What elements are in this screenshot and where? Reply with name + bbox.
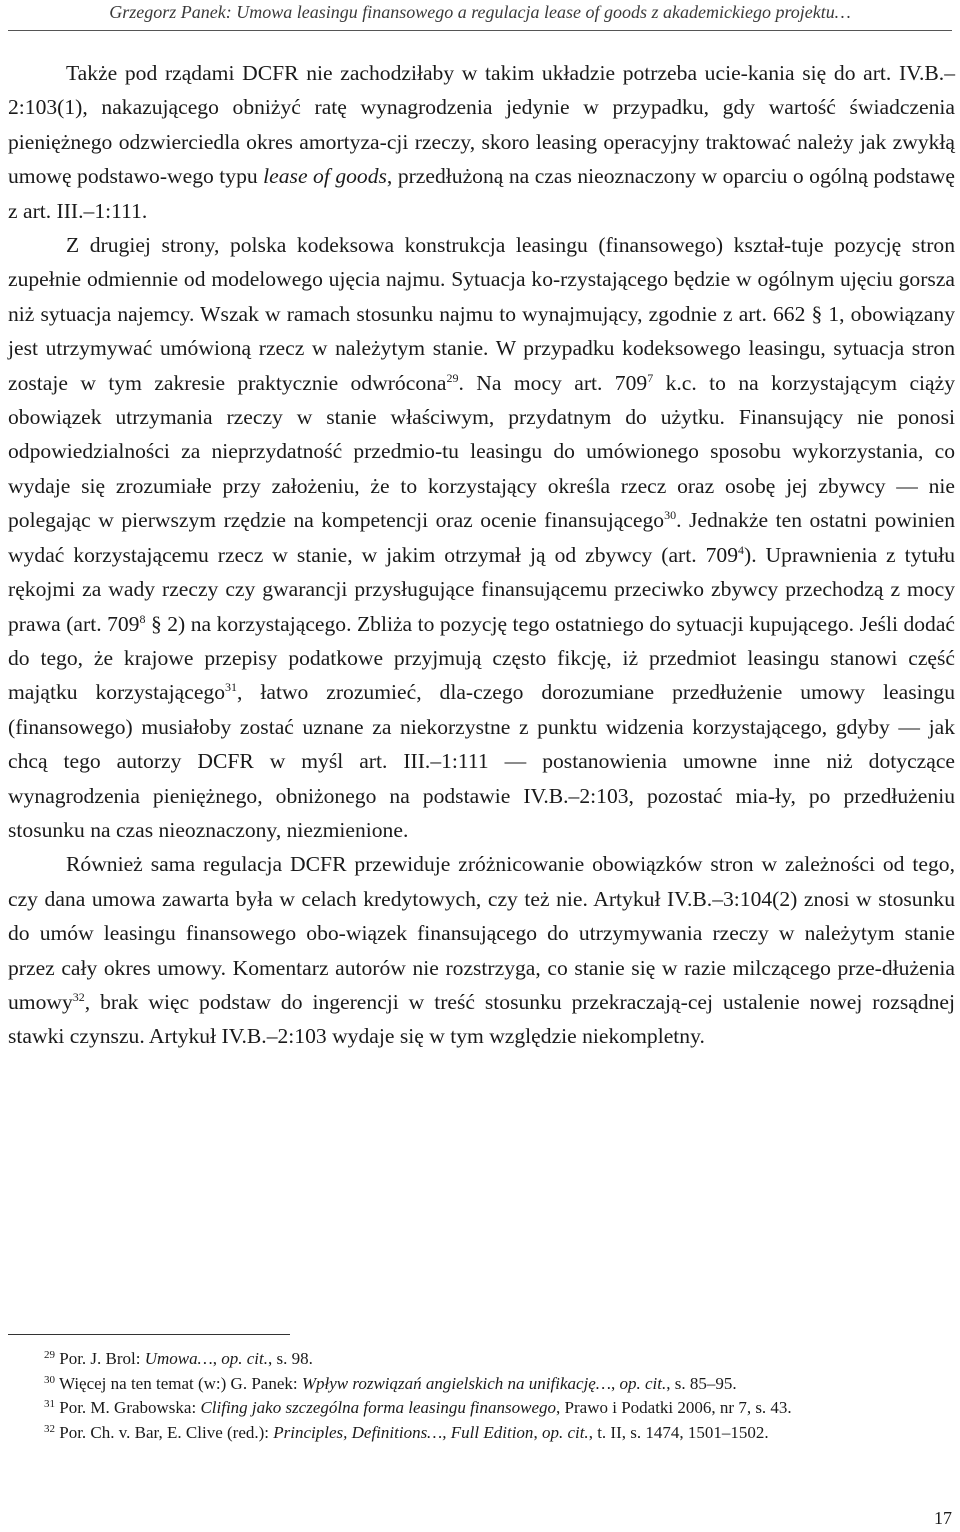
paragraph-2-text-e: ). Uprawnienia z tytułu rękojmi za wady rzeczy czy gwarancji przysługujące finansującemu przeciwko zbywcy przechodzą z mocy prawa (art. 709: [8, 542, 955, 636]
article-superscript-4: 4: [738, 542, 744, 557]
footnote-italic-title: Principles, Definitions…, Full Edition: [273, 1422, 534, 1442]
footnote-text: Por. Ch. v. Bar, E. Clive (red.):: [59, 1422, 274, 1442]
paragraph-3-text-a: Również sama regulacja DCFR przewiduje zróżnicowanie obowiązków stron w zależności od tego, czy dana umowa zawarta była w celach kredytowych, czy też nie. Artykuł IV.B.–3:104(2) znosi w stosunku do umów leasingu finansowego obo-wiązek finansującego do utrzymywania rzeczy w należytym stanie przez cały okres umowy. Komentarz autorów nie rozstrzyga, co stanie się w razie milczącego prze-dłużenia umowy: [8, 852, 955, 1014]
footnote-italic-ref: op. cit.: [541, 1422, 589, 1442]
footnote-italic-ref: op. cit.: [221, 1349, 269, 1368]
footnote-text: Por. J. Brol:: [59, 1349, 145, 1368]
paragraph-2-text-c: k.c. to na korzystającym ciąży obowiązek utrzymania rzeczy w stanie właściwym, przydatnym do użytku. Finansujący nie ponosi odpowiedzialności za nieprzydatność przedmio-tu leasingu do umówionego sposobu wykorzystania, co wydaje się zrozumiałe przy założeniu, że to korzystający określa rzecz oraz osobę jej zbywcy — nie polegając w pierwszym rzędzie na kompetencji oraz ocenie finansującego: [8, 370, 955, 533]
paragraph-2: [8, 228, 955, 847]
footnote-italic-title: Clifing jako szczególna forma leasingu finansowego: [200, 1398, 557, 1417]
footnote-ref-30[interactable]: 30: [664, 508, 677, 523]
footnote-31: [8, 1396, 955, 1421]
running-header: Grzegorz Panek: Umowa leasingu finansowego a regulacja lease of goods z akademickiego projektu…: [109, 2, 851, 22]
paragraph-3: [8, 847, 955, 1053]
article-superscript-8: 8: [139, 611, 146, 626]
footnote-29: [8, 1347, 955, 1372]
footnote-text: ,: [533, 1422, 542, 1442]
footnote-italic-ref: op. cit.: [619, 1373, 667, 1393]
footnote-italic-title: Umowa…: [144, 1349, 213, 1368]
footnote-text: Por. M. Grabowska:: [59, 1398, 201, 1417]
page-number: 17: [934, 1508, 952, 1528]
footnote-30: [8, 1372, 955, 1397]
paragraph-1-text-a: Także pod rządami DCFR nie zachodziłaby w takim układzie potrzeba ucie-kania się do art. IV.B.–2:103(1), nakazującego obniżyć ratę wynagrodzenia jedynie w przypadku, gdy wartość świadczenia pieniężnego odzwierciedla okres amortyza-cji rzeczy, skoro leasing operacyjny traktować należy jak zwykłą umowę podstawo-wego typu: [8, 61, 955, 189]
footnote-text: ,: [610, 1373, 620, 1393]
paragraph-1-text-b: , przedłużoną na czas nieoznaczony w oparciu o ogólną podstawę z art. III.–1:111.: [8, 164, 955, 223]
footnote-italic-title: Wpływ rozwiązań angielskich na unifikację…: [301, 1373, 611, 1393]
body-text: [8, 56, 955, 1054]
footnote-text: , t. II, s. 1474, 1501–1502.: [588, 1422, 769, 1442]
paragraph-2-text-f: § 2) na korzystającego. Zbliża to pozycję tego ostatniego do sytuacji kupującego. Jeśli dodać do tego, że krajowe przepisy podatkowe przyjmują często fikcję, iż przedmiot leasingu stanowi część majątku korzystającego: [8, 611, 955, 705]
footnote-number: 29: [44, 1349, 55, 1361]
footnote-number: 32: [44, 1422, 55, 1435]
footnote-text: , Prawo i Podatki 2006, nr 7, s. 43.: [556, 1398, 792, 1417]
footnote-text: Więcej na ten temat (w:) G. Panek:: [58, 1373, 302, 1393]
header-rule: [8, 30, 952, 31]
footnote-ref-32[interactable]: 32: [72, 989, 85, 1004]
footnote-number: 31: [44, 1398, 55, 1410]
paragraph-2-text-d: . Jednakże ten ostatni powinien wydać korzystającemu rzecz w stanie, w jakim otrzymał ją od zbywcy (art. 709: [8, 508, 955, 567]
paragraph-1: [8, 56, 955, 228]
paragraph-3-text-b: , brak więc podstaw do ingerencji w treść stosunku przekraczają-cej ustalenie nowej rozsądnej stawki czynszu. Artykuł IV.B.–2:103 wydaje się w tym względzie niekompletny.: [8, 989, 955, 1049]
footnote-separator: [8, 1334, 290, 1335]
paragraph-2-text-a: Z drugiej strony, polska kodeksowa konstrukcja leasingu (finansowego) kształ-tuje pozycję stron zupełnie odmiennie od modelowego ujęcia najmu. Sytuacja ko-rzystającego będzie w ogólnym ujęciu gorsza niż sytuacja najemcy. Wszak w ramach stosunku najmu to wynajmujący, zgodnie z art. 662 § 1, obowiązany jest utrzymywać umówioną rzecz w należytym stanie. W przypadku kodeksowego leasingu, sytuacja stron zostaje w tym zakresie praktycznie odwrócona: [8, 233, 955, 395]
paragraph-2-text-b: . Na mocy art. 709: [458, 370, 648, 395]
footnote-ref-29[interactable]: 29: [446, 370, 459, 385]
paragraph-2-text-g: , łatwo zrozumieć, dla-czego dorozumiane przedłużenie umowy leasingu (finansowego) musiałoby zostać uznane za niekorzystne z punktu widzenia korzystającego, gdyby — jak chcą tego autorzy DCFR w myśl art. III.–1:111 — postanowienia umowne inne niż dotyczące wynagrodzenia pieniężnego, obniżonego na podstawie IV.B.–2:103, pozostać mia-ły, po przedłużeniu stosunku na czas nieoznaczony, niezmienione.: [8, 680, 955, 842]
article-superscript-7: 7: [647, 370, 654, 385]
footnote-text: , s. 85–95.: [666, 1373, 737, 1393]
footnote-32: [8, 1421, 955, 1446]
footnotes: [8, 1347, 955, 1445]
footnote-ref-31[interactable]: 31: [225, 680, 238, 695]
footnote-number: 30: [44, 1373, 55, 1386]
footnote-text: , s. 98.: [268, 1349, 313, 1368]
footnote-text: ,: [212, 1349, 222, 1368]
paragraph-1-italic-term: lease of goods: [263, 164, 387, 189]
